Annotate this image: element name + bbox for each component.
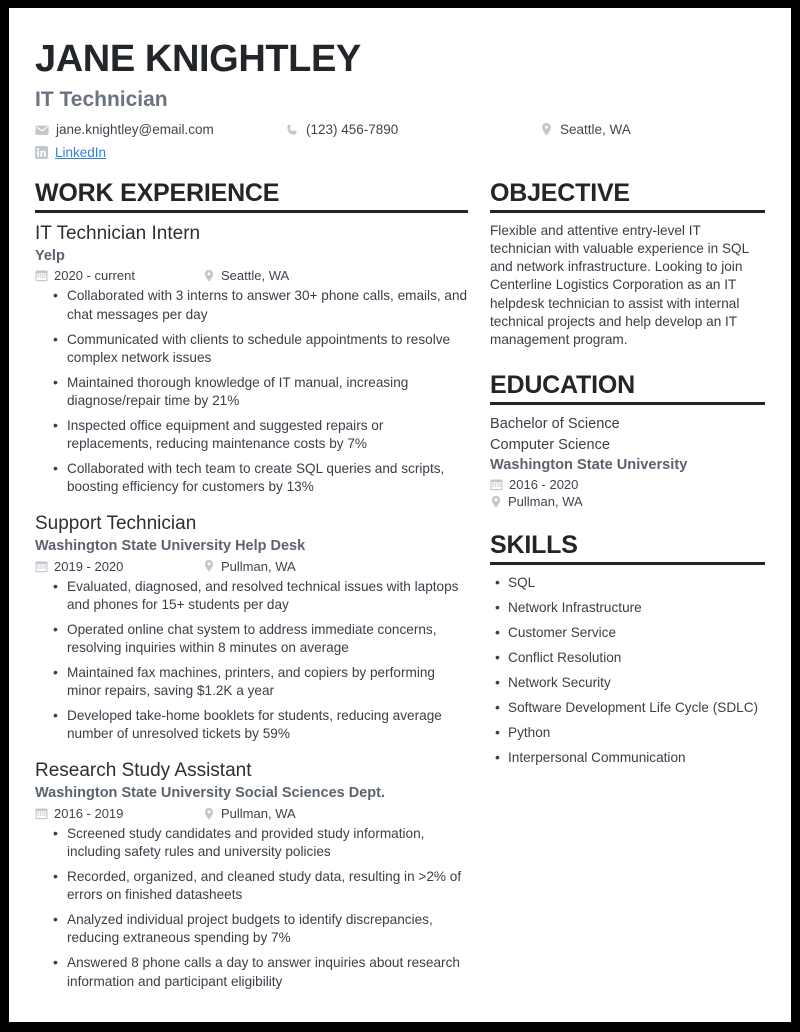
education-major: Computer Science: [490, 436, 611, 453]
section-education: [490, 371, 765, 509]
job-bullet: • Maintained fax machines, printers, and copiers by performing minor repairs, saving $1.2K a year: [67, 664, 468, 700]
job-location-text: Pullman, WA: [221, 806, 296, 822]
job-bullet: • Developed take-home booklets for students, reducing average number of unresolved tickets by 59%: [67, 707, 468, 743]
job-role: IT Technician Intern: [35, 222, 201, 244]
contact-row-secondary: [35, 144, 765, 162]
skill-item: • Conflict Resolution: [508, 649, 765, 667]
resume-body: [35, 179, 765, 991]
education-location-text: Pullman, WA: [508, 494, 583, 510]
candidate-name: JANE KNIGHTLEY: [35, 38, 361, 80]
job-bullet: • Inspected office equipment and suggested repairs or replacements, reducing maintenance costs by 7%: [67, 417, 468, 453]
education-dates-text: 2016 - 2020: [509, 477, 579, 493]
calendar-icon: [490, 478, 503, 491]
job-bullet: • Answered 8 phone calls a day to answer inquiries about research information and participant eligibility: [67, 954, 468, 990]
job-bullet: • Communicated with clients to schedule appointments to resolve complex network issues: [67, 331, 468, 367]
right-column: [490, 179, 765, 774]
skills-list: [490, 574, 765, 768]
left-column: [35, 179, 490, 991]
job-company: Yelp: [35, 247, 65, 264]
job-company: Washington State University Social Sciences Dept.: [35, 785, 385, 802]
job-bullet: • Screened study candidates and provided study information, including safety rules and university policies: [67, 825, 468, 861]
job-entry: [35, 512, 468, 743]
education-degree: Bachelor of Science: [490, 416, 620, 432]
contact-email-text: jane.knightley@email.com: [56, 121, 214, 137]
section-objective: [490, 179, 765, 349]
candidate-job-title: IT Technician: [35, 87, 168, 111]
job-dates-text: 2019 - 2020: [54, 558, 124, 574]
skill-item: • Network Infrastructure: [508, 599, 765, 617]
map-pin-icon: [203, 807, 215, 821]
education-dates: [490, 477, 765, 492]
job-location: [203, 806, 296, 821]
job-role: Support Technician: [35, 513, 197, 535]
job-entry: [35, 222, 468, 496]
phone-icon: [285, 123, 299, 137]
skill-item: • Python: [508, 724, 765, 742]
job-bullet: • Evaluated, diagnosed, and resolved technical issues with laptops and phones for 15+ students per day: [67, 578, 468, 614]
job-meta: [35, 268, 468, 283]
map-pin-icon: [203, 559, 215, 573]
education-school: Washington State University: [490, 457, 688, 474]
job-meta: [35, 559, 468, 574]
job-location: [203, 559, 296, 574]
job-company: Washington State University Help Desk: [35, 537, 306, 554]
job-location-text: Seattle, WA: [221, 268, 290, 284]
job-bullets: [35, 825, 468, 991]
skills-rule: [490, 562, 765, 565]
contact-location: [540, 121, 765, 139]
work-experience-heading: WORK EXPERIENCE: [35, 179, 280, 208]
resume-page: [9, 8, 791, 1022]
contact-email[interactable]: [35, 121, 285, 139]
section-skills: [490, 531, 765, 767]
calendar-icon: [35, 269, 48, 282]
skill-item: • Network Security: [508, 674, 765, 692]
map-pin-icon: [203, 269, 215, 283]
job-dates: [35, 268, 203, 283]
job-location: [203, 268, 289, 283]
map-pin-icon: [540, 122, 553, 137]
skill-item: • Software Development Life Cycle (SDLC): [508, 699, 765, 717]
job-bullet: • Collaborated with 3 interns to answer 30+ phone calls, emails, and chat messages per day: [67, 287, 468, 323]
job-bullet: • Maintained thorough knowledge of IT manual, increasing diagnose/repair time by 21%: [67, 374, 468, 410]
job-dates-text: 2020 - current: [54, 268, 135, 284]
skill-item: • Interpersonal Communication: [508, 749, 765, 767]
resume-header: [35, 40, 765, 161]
education-heading: EDUCATION: [490, 371, 635, 400]
education-location: [490, 494, 765, 509]
calendar-icon: [35, 807, 48, 820]
job-entry: [35, 759, 468, 990]
skills-heading: SKILLS: [490, 531, 578, 560]
job-meta: [35, 806, 468, 821]
section-work-experience: [35, 179, 468, 991]
linkedin-icon: [35, 146, 48, 159]
job-bullets: [35, 287, 468, 496]
job-dates: [35, 806, 203, 821]
objective-text: Flexible and attentive entry-level IT technician with valuable experience in SQL and network infrastructure. Looking to join Centerline Logistics Corporation as an IT helpdesk technician to assist with internal technical projects and help develop an IT management program.: [490, 222, 749, 348]
job-location-text: Pullman, WA: [221, 558, 296, 574]
map-pin-icon: [490, 495, 502, 509]
contact-location-text: Seattle, WA: [560, 121, 631, 137]
objective-heading: OBJECTIVE: [490, 179, 630, 208]
contact-row-primary: [35, 121, 765, 139]
job-bullet: • Collaborated with tech team to create SQL queries and scripts, boosting efficiency for customers by 13%: [67, 460, 468, 496]
linkedin-link[interactable]: LinkedIn: [55, 144, 107, 160]
job-role: Research Study Assistant: [35, 760, 252, 782]
job-dates: [35, 559, 203, 574]
envelope-icon: [35, 123, 49, 137]
work-experience-rule: [35, 210, 468, 213]
contact-phone-text: (123) 456-7890: [306, 121, 399, 137]
job-dates-text: 2016 - 2019: [54, 806, 124, 822]
jobs-list: [35, 222, 468, 991]
job-bullet: • Analyzed individual project budgets to identify discrepancies, reducing extraneous spending by 7%: [67, 911, 468, 947]
objective-rule: [490, 210, 765, 213]
contact-linkedin[interactable]: [35, 144, 285, 162]
skill-item: • SQL: [508, 574, 765, 592]
contact-info: [35, 121, 765, 161]
education-rule: [490, 402, 765, 405]
job-bullet: • Recorded, organized, and cleaned study data, resulting in >2% of errors on finished datasheets: [67, 868, 468, 904]
job-bullet: • Operated online chat system to address immediate concerns, resolving inquiries within 8 minutes on average: [67, 621, 468, 657]
contact-phone[interactable]: [285, 121, 540, 139]
skill-item: • Customer Service: [508, 624, 765, 642]
job-bullets: [35, 578, 468, 744]
calendar-icon: [35, 560, 48, 573]
